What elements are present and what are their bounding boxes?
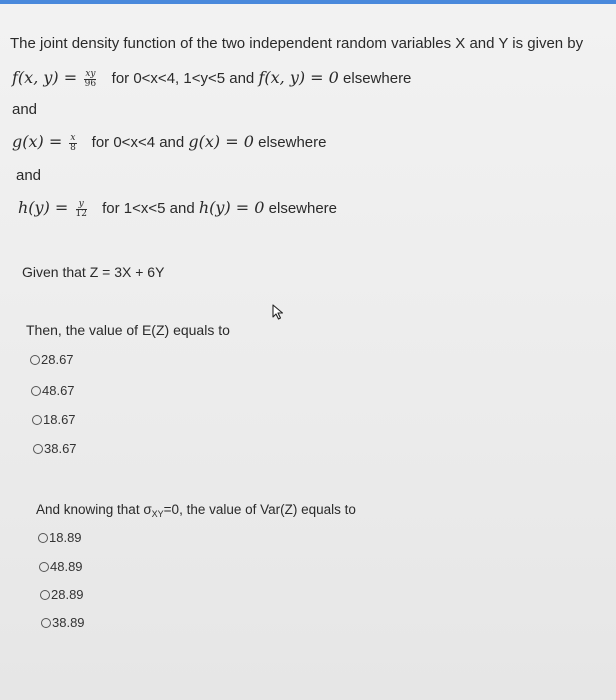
radio-button-icon[interactable] — [40, 590, 50, 600]
and-label-2: and — [16, 167, 42, 184]
radio-button-icon[interactable] — [41, 618, 51, 628]
given-text: Given that Z = 3X + 6Y — [22, 264, 165, 280]
q1-option-2[interactable]: 48.67 — [31, 383, 75, 399]
radio-button-icon[interactable] — [31, 386, 41, 396]
f-condition: for 0<x<4, 1<y<5 and — [111, 70, 255, 87]
q2-option-4[interactable]: 38.89 — [41, 615, 85, 631]
f-else: f(x, y) = 0 — [258, 68, 339, 87]
h-definition — [18, 198, 337, 219]
h-condition: for 1<x<5 and — [102, 200, 195, 217]
intro-text: The joint density function of the two independent random variables X and Y is given by — [10, 35, 584, 52]
radio-button-icon[interactable] — [32, 415, 42, 425]
radio-button-icon[interactable] — [38, 533, 48, 543]
q2-option-3[interactable]: 28.89 — [40, 587, 84, 603]
f-elsewhere: elsewhere — [343, 70, 412, 87]
f-lhs: f(x, y) = — [12, 68, 78, 87]
h-lhs: h(y) = — [18, 198, 69, 217]
question-1-text: Then, the value of E(Z) equals to — [26, 322, 230, 338]
radio-button-icon[interactable] — [33, 444, 43, 454]
and-label-1: and — [12, 101, 38, 118]
h-elsewhere: elsewhere — [268, 200, 338, 217]
g-else: g(x) = 0 — [188, 132, 254, 151]
question-2-text: And knowing that $\sigma_{XY}=0$, the value of Var(Z) equals to — [36, 502, 356, 519]
g-fraction: $\frac{x}{8}$ — [70, 132, 76, 153]
q2-option-2[interactable]: 48.89 — [39, 559, 83, 575]
q1-option-4[interactable]: 38.67 — [33, 441, 77, 457]
question-panel — [0, 4, 616, 700]
g-condition: for 0<x<4 and — [91, 134, 185, 151]
f-fraction: $\frac{xy}{96}$ — [84, 68, 97, 89]
q1-option-1[interactable]: 28.67 — [30, 352, 74, 368]
h-fraction: $\frac{y}{12}$ — [75, 198, 87, 219]
mouse-pointer-icon — [272, 304, 286, 320]
f-definition — [12, 68, 411, 89]
g-definition — [12, 132, 326, 153]
radio-button-icon[interactable] — [39, 562, 49, 572]
radio-button-icon[interactable] — [30, 355, 40, 365]
g-elsewhere: elsewhere — [258, 134, 327, 151]
h-else: h(y) = 0 — [198, 198, 265, 217]
g-lhs: g(x) = — [12, 132, 63, 151]
q2-option-1[interactable]: 18.89 — [38, 530, 82, 546]
q1-option-3[interactable]: 18.67 — [32, 412, 76, 428]
